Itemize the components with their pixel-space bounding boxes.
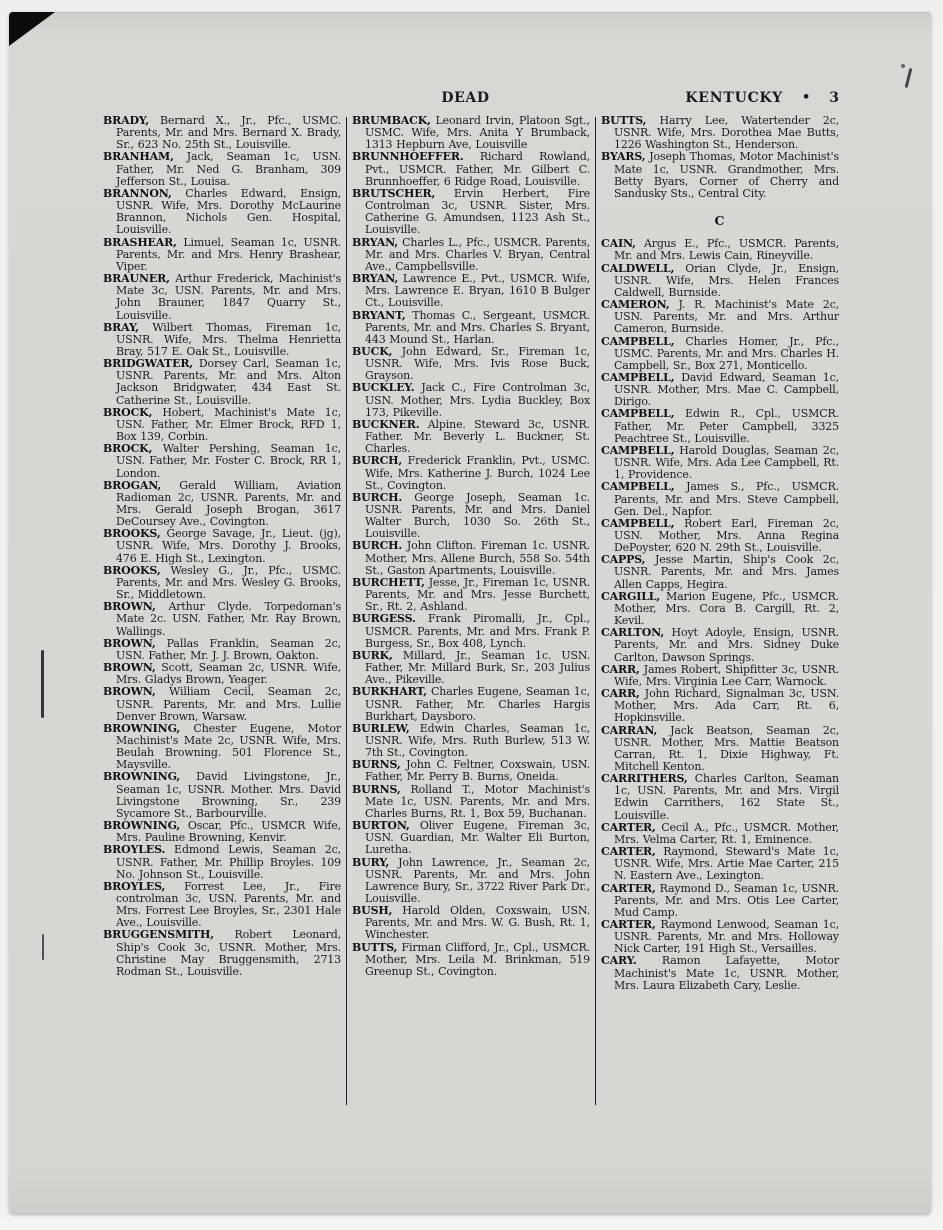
casualty-entry <box>352 419 590 455</box>
casualty-entry <box>103 565 341 601</box>
column-rule <box>346 117 347 1105</box>
scanned-page <box>9 12 931 1214</box>
entry-details: Ramon Lafayette, Motor Machinist's Mate 1c, USNR. Mother, Mrs. Laura Elizabeth Cary, Leslie. <box>614 954 839 992</box>
scan-artifact-mark <box>905 68 913 88</box>
entry-details: J. R. Machinist's Mate 2c, USN. Parents, Mr. and Mrs. Arthur Cameron, Burnside. <box>614 298 839 336</box>
casualty-entry <box>601 822 839 846</box>
entry-details: Raymond D., Seaman 1c, USNR. Parents, Mr. and Mrs. Otis Lee Carter, Mud Camp. <box>614 881 839 919</box>
casualty-entry <box>601 846 839 882</box>
entry-surname: BRASHEAR, <box>103 235 177 249</box>
casualty-entry <box>601 299 839 335</box>
scan-artifact-scratch <box>42 934 44 960</box>
casualty-entry <box>601 664 839 688</box>
entry-details: Raymond, Steward's Mate 1c, USNR. Wife, Mrs. Artie Mae Carter, 215 N. Eastern Ave., Lexington. <box>614 845 839 883</box>
casualty-entry <box>601 481 839 517</box>
casualty-entry <box>601 372 839 408</box>
casualty-entry <box>601 919 839 955</box>
casualty-entry <box>103 686 341 722</box>
casualty-entry <box>352 613 590 649</box>
entry-surname: BRUGGENSMITH, <box>103 928 214 942</box>
entry-surname: BRUNNHOEFFER. <box>352 150 464 164</box>
entry-surname: BURKHART, <box>352 685 427 699</box>
casualty-entry <box>103 115 341 151</box>
casualty-entry <box>103 601 341 637</box>
entry-details: Millard, Jr., Seaman 1c. USN. Father, Mr. Millard Burk, Sr., 203 Julius Ave., Pikeville. <box>365 648 590 687</box>
entry-details: Bernard X., Jr., Pfc., USMC. Parents, Mr. and Mrs. Bernard X. Brady, Sr., 623 No. 25th St., Louisville. <box>116 114 341 152</box>
casualty-entry <box>103 151 341 187</box>
entry-details: Pallas Franklin, Seaman 2c, USN. Father, Mr. J. J. Brown, Oakton. <box>116 636 341 662</box>
entry-surname: BRAUNER, <box>103 272 170 286</box>
entry-surname: CARRAN, <box>601 723 658 737</box>
entry-surname: BURCH. <box>352 490 403 504</box>
entry-surname: BROCK, <box>103 405 153 419</box>
scan-artifact-scratch <box>41 650 44 718</box>
entry-details: George Joseph, Seaman 1c. USNR. Parents, Mr. and Mrs. Daniel Walter Burch, 1030 So. 26th St., Louisville. <box>365 490 590 541</box>
entry-surname: BURK, <box>352 648 393 662</box>
entry-surname: BUCKNER. <box>352 417 420 431</box>
entry-surname: CALDWELL, <box>601 261 675 275</box>
entry-surname: CARR, <box>601 662 640 676</box>
entry-details: Chester Eugene, Motor Machinist's Mate 2c, USNR. Wife, Mrs. Beulah Browning. 501 Florence St., Maysville. <box>116 721 341 772</box>
entry-details: John Lawrence, Jr., Seaman 2c, USNR. Parents, Mr. and Mrs. John Lawrence Bury, Sr., 3722 River Park Dr., Louisville. <box>365 855 590 905</box>
casualty-entry <box>352 905 590 941</box>
entry-surname: BRYANT, <box>352 308 406 322</box>
entry-details: Jesse, Jr., Fireman 1c, USNR. Parents, Mr. and Mrs. Jesse Burchett, Sr., Rt. 2, Ashland. <box>365 575 590 614</box>
casualty-entry <box>103 443 341 479</box>
casualty-entry <box>352 723 590 759</box>
entry-details: Joseph Thomas, Motor Machinist's Mate 1c, USNR. Grandmother, Mrs. Betty Byars, Corner of Cherry and Sandusky Sts., Central City. <box>614 150 839 200</box>
casualty-entry <box>352 151 590 187</box>
entry-details: Charles Carlton, Seaman 1c, USN. Parents, Mr. and Mrs. Virgil Edwin Carrithers, 162 State St., Louisville. <box>614 772 839 822</box>
entry-surname: BUCK, <box>352 344 393 358</box>
entry-details: Firman Clifford, Jr., Cpl., USMCR. Mother, Mrs. Leila M. Brinkman, 519 Greenup St., Covington. <box>365 940 590 978</box>
entry-details: Jesse Martin, Ship's Cook 2c, USNR. Parents, Mr. and Mrs. James Allen Capps, Hegira. <box>614 553 839 591</box>
entry-details: Harry Lee, Watertender 2c, USNR. Wife, Mrs. Dorothea Mae Butts, 1226 Washington St., Henderson. <box>614 114 839 152</box>
entry-details: Harold Douglas, Seaman 2c, USNR. Wife, Mrs. Ada Lee Campbell, Rt. 1, Providence. <box>614 443 839 482</box>
entry-details: Rolland T., Motor Machinist's Mate 1c, USN. Parents, Mr. and Mrs. Charles Burns, Rt. 1, Box 59, Buchanan. <box>365 782 590 820</box>
casualty-entry <box>601 591 839 627</box>
entry-details: David Edward, Seaman 1c, USNR. Mother, Mrs. Mae C. Campbell, Dirigo. <box>614 370 839 409</box>
entry-surname: BURNS, <box>352 782 401 796</box>
page-content <box>103 90 841 1111</box>
casualty-entry <box>352 455 590 491</box>
casualty-entry <box>103 407 341 443</box>
entry-surname: BURY, <box>352 855 390 869</box>
running-head <box>590 90 841 106</box>
casualty-entry <box>352 784 590 820</box>
entry-surname: BRANHAM, <box>103 150 174 164</box>
casualty-entry <box>103 638 341 662</box>
column-1 <box>103 115 341 1111</box>
entry-details: Marion Eugene, Pfc., USMCR. Mother, Mrs. Cora B. Cargill, Rt. 2, Kevil. <box>614 589 839 628</box>
entry-details: Richard Rowland, Pvt., USMCR. Father, Mr. Gilbert C. Brunnhoeffer, 6 Ridge Road, Louisville. <box>365 150 590 188</box>
entry-surname: BROYLES, <box>103 879 166 893</box>
column-3 <box>601 115 839 1111</box>
entry-surname: BROGAN, <box>103 478 162 492</box>
entry-surname: BYARS, <box>601 150 646 164</box>
entry-surname: CARRITHERS, <box>601 772 688 786</box>
casualty-entry <box>601 408 839 444</box>
entry-surname: CAMPBELL, <box>601 480 675 494</box>
casualty-entry <box>601 151 839 200</box>
entry-details: Frederick Franklin, Pvt., USMC. Wife, Mrs. Katherine J. Burch, 1024 Lee St., Covington. <box>365 454 590 492</box>
state-name: KENTUCKY <box>685 90 783 106</box>
entry-surname: CAMERON, <box>601 298 670 312</box>
page-number: 3 <box>829 90 839 106</box>
entry-surname: BROYLES. <box>103 843 166 857</box>
entry-surname: BRUMBACK, <box>352 114 431 127</box>
entry-details: Robert Leonard, Ship's Cook 3c, USNR. Mother, Mrs. Christine May Bruggensmith, 2713 Rodman St., Louisville. <box>116 928 341 978</box>
casualty-entry <box>103 322 341 358</box>
entry-details: Leonard Irvin, Platoon Sgt., USMC. Wife, Mrs. Anita Y Brumback, 1313 Hepburn Ave, Louisville <box>365 114 590 152</box>
entry-surname: BRYAN, <box>352 272 399 286</box>
entry-surname: BRIDGWATER, <box>103 357 193 371</box>
casualty-entry <box>601 773 839 822</box>
casualty-entry <box>103 771 341 820</box>
entry-surname: BROWN, <box>103 600 156 614</box>
casualty-entry <box>352 540 590 576</box>
casualty-entry <box>601 883 839 919</box>
entry-surname: BURGESS. <box>352 612 416 626</box>
entry-surname: CAMPBELL, <box>601 334 675 348</box>
section-title: DEAD <box>441 90 490 106</box>
entry-surname: CARTER, <box>601 845 656 859</box>
entry-details: John Clifton. Fireman 1c. USNR. Mother, Mrs. Allene Burch, 558 So. 54th St., Gaston Apartments, Louisville. <box>365 539 590 577</box>
entry-surname: CARLTON, <box>601 626 665 640</box>
entry-details: Ervin Herbert, Fire Controlman 3c, USNR. Sister, Mrs. Catherine G. Amundsen, 1123 Ash St., Louisville. <box>365 186 590 237</box>
page-header <box>103 90 841 110</box>
casualty-entry <box>352 942 590 978</box>
entry-details: Charles Edward, Ensign, USNR. Wife, Mrs. Dorothy McLaurine Brannon, Nichols Gen. Hospital, Louisville. <box>116 186 341 237</box>
casualty-entry <box>601 263 839 299</box>
entry-details: Argus E., Pfc., USMCR. Parents, Mr. and Mrs. Lewis Cain, Rineyville. <box>614 237 839 263</box>
entry-surname: BROWNING, <box>103 770 181 784</box>
entry-surname: BUTTS, <box>352 940 398 954</box>
casualty-entry <box>352 686 590 722</box>
entry-details: Oscar, Pfc., USMCR Wife, Mrs. Pauline Browning, Kenvir. <box>116 819 341 845</box>
casualty-entry <box>352 237 590 273</box>
section-letter-heading: C <box>714 213 726 229</box>
entry-details: George Savage, Jr., Lieut. (jg), USNR. Wife, Mrs. Dorothy J. Brooks, 476 E. High St., Lexington. <box>116 527 341 565</box>
entry-details: James S., Pfc., USMCR. Parents, Mr. and Mrs. Steve Campbell, Gen. Del., Napfor. <box>614 480 839 518</box>
casualty-entry <box>601 115 839 151</box>
entry-surname: CAMPBELL, <box>601 516 675 530</box>
entry-surname: BURCHETT, <box>352 575 425 589</box>
casualty-entry <box>601 336 839 372</box>
entry-surname: BRUTSCHER, <box>352 186 436 200</box>
column-2 <box>352 115 590 1111</box>
casualty-entry <box>352 492 590 541</box>
scan-artifact-corner <box>9 12 55 46</box>
entry-details: Robert Earl, Fireman 2c, USN. Mother, Mrs. Anna Regina DePoyster, 620 N. 29th St., Louisville. <box>614 516 839 555</box>
entry-details: Hoyt Adoyle, Ensign, USNR. Parents, Mr. and Mrs. Sidney Duke Carlton, Dawson Springs. <box>614 626 839 664</box>
entry-surname: CAPPS, <box>601 553 646 567</box>
casualty-entry <box>103 237 341 273</box>
casualty-entry <box>103 188 341 237</box>
casualty-entry <box>352 650 590 686</box>
entry-details: Hobert, Machinist's Mate 1c, USN. Father, Mr. Elmer Brock, RFD 1, Box 139, Corbin. <box>116 405 341 444</box>
entry-details: John C. Feltner, Coxswain, USN. Father, Mr. Perry B. Burns, Oneida. <box>365 758 590 784</box>
entry-details: Edwin Charles, Seaman 1c, USNR. Wife, Mrs. Ruth Burlew, 513 W. 7th St., Covington. <box>365 721 590 760</box>
entry-details: Raymond Lenwood, Seaman 1c, USNR. Parents, Mr. and Mrs. Holloway Nick Carter, 191 High St., Versailles. <box>614 918 839 956</box>
casualty-entry <box>103 844 341 880</box>
entry-details: Walter Pershing, Seaman 1c, USN. Father, Mr. Foster C. Brock, RR 1, London. <box>116 442 341 480</box>
entry-surname: CARTER, <box>601 820 656 834</box>
casualty-entry <box>103 358 341 407</box>
casualty-entry <box>352 759 590 783</box>
entry-surname: BUCKLEY. <box>352 381 415 395</box>
casualty-entry <box>601 688 839 724</box>
entry-surname: BROWNING, <box>103 721 181 735</box>
entry-surname: CAMPBELL, <box>601 443 675 457</box>
entry-details: Edmond Lewis, Seaman 2c, USNR. Father, Mr. Phillip Broyles. 109 No. Johnson St., Louisville. <box>116 843 341 881</box>
entry-surname: BROWNING, <box>103 819 181 833</box>
entry-surname: BROWN, <box>103 636 156 650</box>
casualty-entry <box>601 955 839 991</box>
entry-details: James Robert, Shipfitter 3c, USNR. Wife, Mrs. Virginia Lee Carr, Warnock. <box>614 662 839 688</box>
casualty-entry <box>601 445 839 481</box>
entry-surname: CARGILL, <box>601 589 661 603</box>
entry-details: Jack, Seaman 1c, USN. Father, Mr. Ned G. Branham, 309 Jefferson St., Louisa. <box>116 150 341 188</box>
casualty-entry <box>352 273 590 309</box>
casualty-entry <box>103 723 341 772</box>
casualty-entry <box>103 528 341 564</box>
entry-surname: BURCH, <box>352 454 403 468</box>
entry-surname: BUTTS, <box>601 114 647 127</box>
entry-details: Oliver Eugene, Fireman 3c, USN. Guardian, Mr. Walter Eli Burton, Luretha. <box>365 819 590 857</box>
entry-details: John Richard, Signalman 3c, USN. Mother, Mrs. Ada Carr, Rt. 6, Hopkinsville. <box>614 687 839 725</box>
casualty-entry <box>352 310 590 346</box>
entry-details: William Cecil, Seaman 2c, USNR. Parents, Mr. and Mrs. Lullie Denver Brown, Warsaw. <box>116 685 341 723</box>
entry-surname: BROCK, <box>103 442 153 456</box>
entry-surname: CARR, <box>601 687 640 701</box>
entry-surname: BRYAN, <box>352 235 399 249</box>
entry-surname: BROWN, <box>103 685 156 699</box>
entry-details: Dorsey Carl, Seaman 1c, USNR. Parents, Mr. and Mrs. Alton Jackson Bridgwater, 434 East St. Catherine St., Louisville. <box>116 357 341 407</box>
entry-surname: BRANNON, <box>103 186 172 200</box>
entry-details: Charles Homer, Jr., Pfc., USMC. Parents, Mr. and Mrs. Charles H. Campbell, Sr., Box 271, Monticello. <box>614 334 839 372</box>
casualty-entry <box>103 881 341 930</box>
entry-details: Forrest Lee, Jr., Fire controlman 3c, USN. Parents, Mr. and Mrs. Forrest Lee Broyles, Sr., 2301 Hale Ave., Louisville. <box>116 879 341 930</box>
casualty-entry <box>601 627 839 663</box>
entry-surname: CARTER, <box>601 881 656 895</box>
scan-artifact-mark <box>901 64 905 68</box>
entry-details: Gerald William, Aviation Radioman 2c, USNR. Parents, Mr. and Mrs. Gerald Joseph Brogan, 3617 DeCoursey Ave., Covington. <box>116 478 341 529</box>
entry-surname: CARTER, <box>601 918 656 931</box>
entry-details: Harold Olden, Coxswain, USN. Parents, Mr. and Mrs. W. G. Bush, Rt. 1, Winchester. <box>365 904 590 942</box>
entry-details: Charles L., Pfc., USMCR. Parents, Mr. and Mrs. Charles V. Bryan, Central Ave., Campbellsville. <box>365 235 590 273</box>
casualty-entry <box>352 382 590 418</box>
entry-details: Cecil A., Pfc., USMCR. Mother, Mrs. Velma Carter, Rt. 1, Eminence. <box>614 820 839 846</box>
entry-surname: BRAY, <box>103 320 139 334</box>
casualty-entry <box>352 820 590 856</box>
casualty-entry <box>601 554 839 590</box>
entry-details: Charles Eugene, Seaman 1c, USNR. Father, Mr. Charles Hargis Burkhart, Daysboro. <box>365 685 590 723</box>
casualty-entry <box>601 725 839 774</box>
entry-surname: CAIN, <box>601 237 636 251</box>
entry-surname: BURLEW, <box>352 721 410 735</box>
entry-details: Orian Clyde, Jr., Ensign, USNR. Wife, Mrs. Helen Frances Caldwell, Burnside. <box>614 261 839 299</box>
entry-details: Wesley G., Jr., Pfc., USMC. Parents, Mr. and Mrs. Wesley G. Brooks, Sr., Middletown. <box>116 563 341 602</box>
entry-surname: CARY. <box>601 954 637 968</box>
entry-surname: BROOKS, <box>103 527 161 541</box>
casualty-entry <box>103 820 341 844</box>
entry-details: Edwin R., Cpl., USMCR. Father, Mr. Peter Campbell, 3325 Peachtree St., Louisville. <box>614 407 839 445</box>
casualty-entry <box>352 115 590 151</box>
casualty-entry <box>103 929 341 978</box>
casualty-entry <box>103 480 341 529</box>
entry-details: Wilbert Thomas, Fireman 1c, USNR. Wife, Mrs. Thelma Henrietta Bray, 517 E. Oak St., Louisville. <box>116 320 341 358</box>
entry-surname: BURNS, <box>352 758 401 772</box>
entry-details: Thomas C., Sergeant, USMCR. Parents, Mr. and Mrs. Charles S. Bryant, 443 Mound St., Harlan. <box>365 308 590 346</box>
casualty-entry <box>352 188 590 237</box>
entry-details: John Edward, Sr., Fireman 1c, USNR. Wife, Mrs. Ivis Rose Buck, Grayson. <box>365 344 590 383</box>
entry-details: Scott, Seaman 2c, USNR. Wife, Mrs. Gladys Brown, Yeager. <box>116 661 341 687</box>
entry-details: Arthur Frederick, Machinist's Mate 3c, USN. Parents, Mr. and Mrs. John Brauner, 1847 Quarry St., Louisville. <box>116 272 341 322</box>
text-columns <box>103 115 841 1111</box>
entry-surname: CAMPBELL, <box>601 407 675 421</box>
column-rule <box>595 117 596 1105</box>
casualty-entry <box>103 273 341 322</box>
casualty-entry <box>352 346 590 382</box>
entry-surname: CAMPBELL, <box>601 370 675 384</box>
entry-surname: BUSH, <box>352 904 393 918</box>
entry-details: Jack C., Fire Controlman 3c, USN. Mother, Mrs. Lydia Buckley, Box 173, Pikeville. <box>365 381 590 419</box>
casualty-entry <box>103 662 341 686</box>
casualty-entry <box>601 238 839 262</box>
casualty-entry <box>352 577 590 613</box>
entry-details: Limuel, Seaman 1c, USNR. Parents, Mr. and Mrs. Henry Brashear, Viper. <box>116 235 341 273</box>
entry-surname: BRADY, <box>103 114 149 127</box>
entry-details: Lawrence E., Pvt., USMCR. Wife, Mrs. Lawrence E. Bryan, 1610 B Bulger Ct., Louisville. <box>365 272 590 310</box>
entry-surname: BROOKS, <box>103 563 161 577</box>
entry-details: Alpine. Steward 3c, USNR. Father. Mr. Beverly L. Buckner, St. Charles. <box>365 417 590 456</box>
entry-details: Arthur Clyde. Torpedoman's Mate 2c. USN. Father, Mr. Ray Brown, Wallings. <box>116 600 341 638</box>
bullet-separator: • <box>801 90 811 105</box>
entry-surname: BURTON, <box>352 819 410 833</box>
entry-details: Frank Piromalli, Jr., Cpl., USMCR. Parents, Mr. and Mrs. Frank P. Burgess, Sr., Box 408, Lynch. <box>365 612 590 650</box>
casualty-entry <box>601 518 839 554</box>
entry-surname: BROWN, <box>103 661 156 675</box>
casualty-entry <box>352 857 590 906</box>
entry-details: Jack Beatson, Seaman 2c, USNR. Mother, Mrs. Mattie Beatson Carran, Rt. 1, Dixie Highway, Ft. Mitchell Kenton. <box>614 723 839 773</box>
entry-surname: BURCH. <box>352 539 403 553</box>
entry-details: David Livingstone, Jr., Seaman 1c, USNR. Mother. Mrs. David Livingstone Browning, Sr., 239 Sycamore St., Barbourville. <box>116 770 341 820</box>
